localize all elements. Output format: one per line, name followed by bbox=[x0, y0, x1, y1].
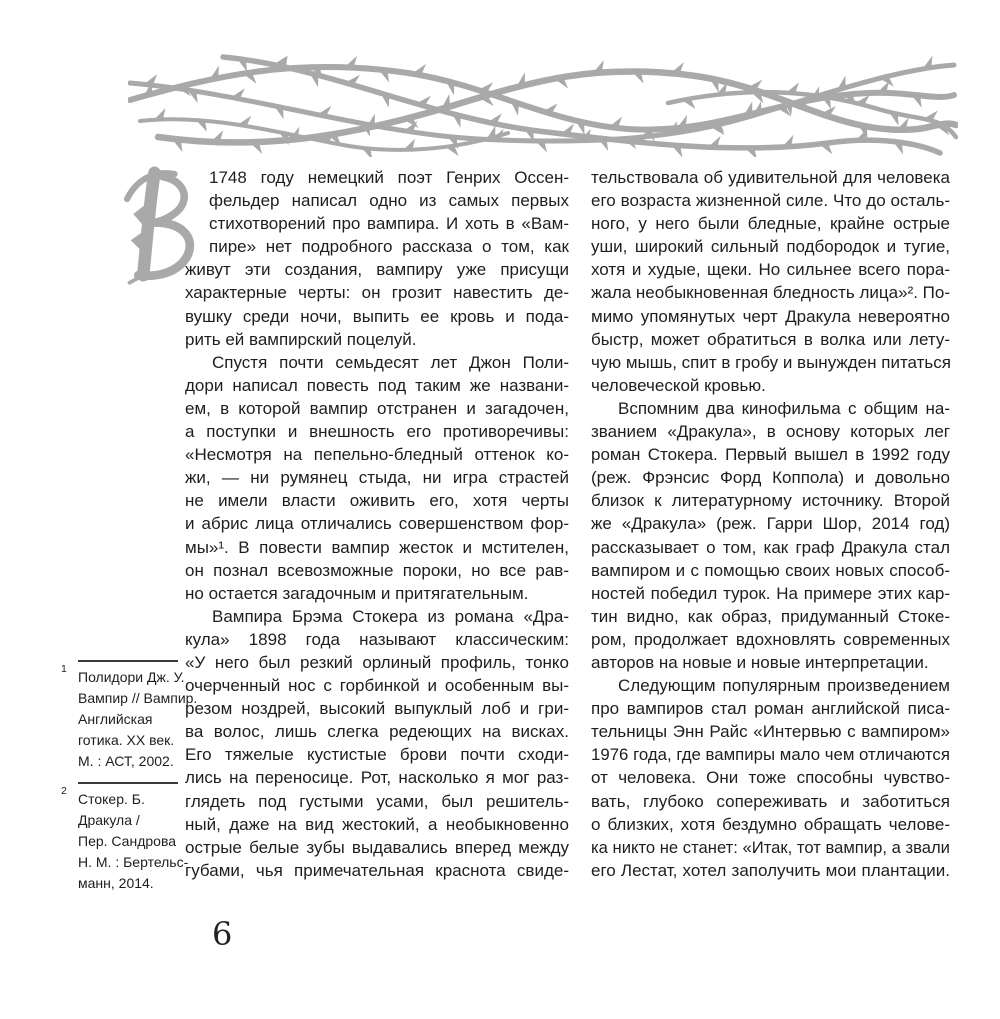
text-line: характерные черты: он грозит навестить де- bbox=[185, 283, 569, 303]
footnote-line: М. : АСТ, 2002. bbox=[78, 753, 174, 769]
text-line: быстр, может обратиться в волка или лету- bbox=[591, 329, 950, 349]
text-line: и абрис лица отличались совершенством фор- bbox=[185, 514, 569, 534]
thorn bbox=[889, 112, 898, 126]
text-line: губами, чья примечательная краснота свиде- bbox=[185, 860, 569, 880]
thorn bbox=[309, 73, 318, 87]
thorn bbox=[274, 106, 283, 120]
text-line: живут эти создания, вампиру уже присущи bbox=[185, 260, 569, 280]
text-column-right bbox=[591, 166, 950, 882]
footnote-line: Н. М. : Бертельс- bbox=[78, 854, 189, 870]
text-line: мимо упомянутых черт Дракула невероятно bbox=[591, 306, 950, 326]
text-line: лись на переносице. Рот, насколько я мог раз- bbox=[185, 768, 569, 788]
text-line: чую мышь, спит в гробу и вынужден питаться bbox=[591, 352, 951, 372]
text-line: ного, у него были бледные, крайне острые bbox=[591, 214, 950, 234]
footnote-divider bbox=[78, 660, 178, 662]
footnote-divider bbox=[78, 782, 178, 784]
text-line: ка никто не станет: «Итак, тот вампир, а звали bbox=[591, 837, 950, 857]
text-line: мы»¹. В повести вампир жесток и мстителен, bbox=[185, 537, 569, 557]
text-line: но остается загадочным и притягательным. bbox=[185, 583, 529, 603]
thorn bbox=[677, 115, 688, 128]
text-line: Следующим популярным произведением bbox=[618, 676, 950, 696]
text-line: жи, — ни румянец стыда, ни игра страстей bbox=[185, 468, 569, 488]
text-line: (реж. Фрэнсис Форд Коппола) и довольно bbox=[591, 468, 950, 488]
thorn bbox=[911, 95, 922, 108]
text-line: хотя и худые, щеки. Но сильнее всего пора- bbox=[591, 260, 950, 280]
text-line: Его тяжелые кустистые брови почти сходи- bbox=[185, 745, 569, 765]
text-line: жала необыкновенная бледность лица»². По- bbox=[591, 283, 951, 303]
text-line: Спустя почти семьдесят лет Джон Поли- bbox=[212, 352, 569, 372]
text-line: его Лестат, хотел заполучить мои плантации. bbox=[591, 860, 950, 880]
footnote bbox=[58, 782, 189, 894]
text-column-left bbox=[185, 166, 569, 882]
text-line: «Несмотря на пепельно-бледный оттенок ко- bbox=[185, 445, 569, 465]
text-line: ва волос, лишь слегка редеющих на висках. bbox=[185, 722, 569, 742]
footnote-number: 1 bbox=[61, 663, 67, 675]
text-line: человеческой кровью. bbox=[591, 375, 766, 395]
text-line: тельницы Энн Райс «Интервью с вампиром» bbox=[591, 722, 950, 742]
text-line: от человека. Они тоже способны чувство- bbox=[591, 768, 950, 788]
text-line: очерченный нос с горбинкой и особенным вы- bbox=[185, 676, 569, 696]
text-line: а поступки и внешность его противоречивы: bbox=[185, 422, 569, 442]
text-line: острые белые зубы выдавались вперед между bbox=[185, 837, 569, 857]
text-line: же «Дракула» (реж. Гарри Шор, 2014 год) bbox=[591, 514, 950, 534]
thorn bbox=[487, 125, 496, 139]
text-line: ностей победил турок. На примере этих кар- bbox=[591, 583, 950, 603]
text-line: кула» 1898 года называют классическим: bbox=[185, 629, 569, 649]
footnote-line: Пер. Сандрова bbox=[78, 833, 177, 849]
thorn-vine-ornament bbox=[128, 45, 958, 157]
text-line: 1976 года, где вампиры мало чем отличаются bbox=[591, 745, 950, 765]
thorn bbox=[837, 76, 846, 90]
text-line: рассказывает о том, как граф Дракула стал bbox=[591, 537, 950, 557]
thorn bbox=[209, 66, 218, 80]
text-line: званием «Дракула», в основу которых лег bbox=[591, 422, 950, 442]
text-line: ный, даже на вид жестокий, а необыкновенно bbox=[185, 814, 569, 834]
text-line: ром, продолжает вдохновлять современных bbox=[591, 629, 950, 649]
text-line: роман Стокера. Первый вышел в 1992 году bbox=[591, 445, 950, 465]
text-line: тин видно, как образ, придуманный Стоке- bbox=[591, 606, 950, 626]
text-line: Вспомним два кинофильма с общим на- bbox=[618, 398, 950, 418]
text-line: резом ноздрей, высокий выпуклый лоб и гри- bbox=[185, 699, 569, 719]
text-line: вать, глубоко сопереживать и заботиться bbox=[591, 791, 950, 811]
text-line: он познал всевозможные пороки, но все рав- bbox=[185, 560, 569, 580]
footnote-line: Дракула / bbox=[78, 812, 140, 828]
footnote bbox=[58, 660, 198, 772]
thorn bbox=[381, 93, 390, 108]
footnote-number: 2 bbox=[61, 785, 67, 797]
footnote-line: готика. XX век. bbox=[78, 732, 175, 748]
footnote-line: Полидори Дж. У. bbox=[78, 669, 185, 685]
text-line: про вампиров стал роман английской писа- bbox=[591, 699, 950, 719]
text-line: стихотворений про вампира. И хоть в «Вам- bbox=[209, 214, 569, 234]
thorn bbox=[237, 59, 247, 72]
text-line: авторов на новые и новые интерпретации. bbox=[591, 652, 929, 672]
text-line: близок к литературному источнику. Второй bbox=[591, 491, 950, 511]
thorn bbox=[445, 81, 454, 96]
footnote-line: манн, 2014. bbox=[78, 875, 154, 891]
text-line: Вампира Брэма Стокера из романа «Дра- bbox=[212, 606, 569, 626]
text-line: глядеть под густыми усами, был решитель- bbox=[185, 791, 569, 811]
text-line: уши, широкий сильный подбородок и тугие, bbox=[591, 237, 950, 257]
text-line: дори написал повесть под таким же названи- bbox=[185, 375, 569, 395]
page-number: 6 bbox=[212, 915, 233, 953]
thorn bbox=[441, 94, 450, 109]
footnote-line: Вампир // Вампир. bbox=[78, 690, 198, 706]
text-line: тельствовала об удивительной для человека bbox=[591, 168, 950, 187]
text-line: его возраста жизненной силе. Что до осталь- bbox=[591, 191, 950, 211]
text-line: 1748 году немецкий поэт Генрих Оссен- bbox=[209, 168, 569, 187]
text-line: пире» нет подробного рассказа о том, как bbox=[209, 237, 569, 257]
text-line: ем, в которой вампир отстранен и загадочен, bbox=[185, 398, 569, 418]
text-line: вушку среди ночи, выпить ее кровь и пода- bbox=[185, 306, 569, 326]
thorn bbox=[516, 72, 525, 87]
footnote-line: Стокер. Б. bbox=[78, 791, 145, 807]
text-line: не имели власти оживить его, хотя черты bbox=[185, 491, 569, 511]
text-line: вампиром и с помощью своих новых способ- bbox=[591, 560, 950, 580]
thorn bbox=[238, 116, 252, 126]
text-line: «У него был резкий орлиный профиль, тонко bbox=[185, 652, 569, 672]
text-line: о близких, хотя бездумно обращать челове- bbox=[591, 814, 950, 834]
thorn bbox=[452, 114, 461, 128]
text-line: рить ей вампирский поцелуй. bbox=[185, 329, 417, 349]
footnotes-margin bbox=[58, 660, 198, 904]
footnote-line: Английская bbox=[78, 711, 153, 727]
text-line: фельдер написал одно из самых первых bbox=[209, 191, 569, 211]
